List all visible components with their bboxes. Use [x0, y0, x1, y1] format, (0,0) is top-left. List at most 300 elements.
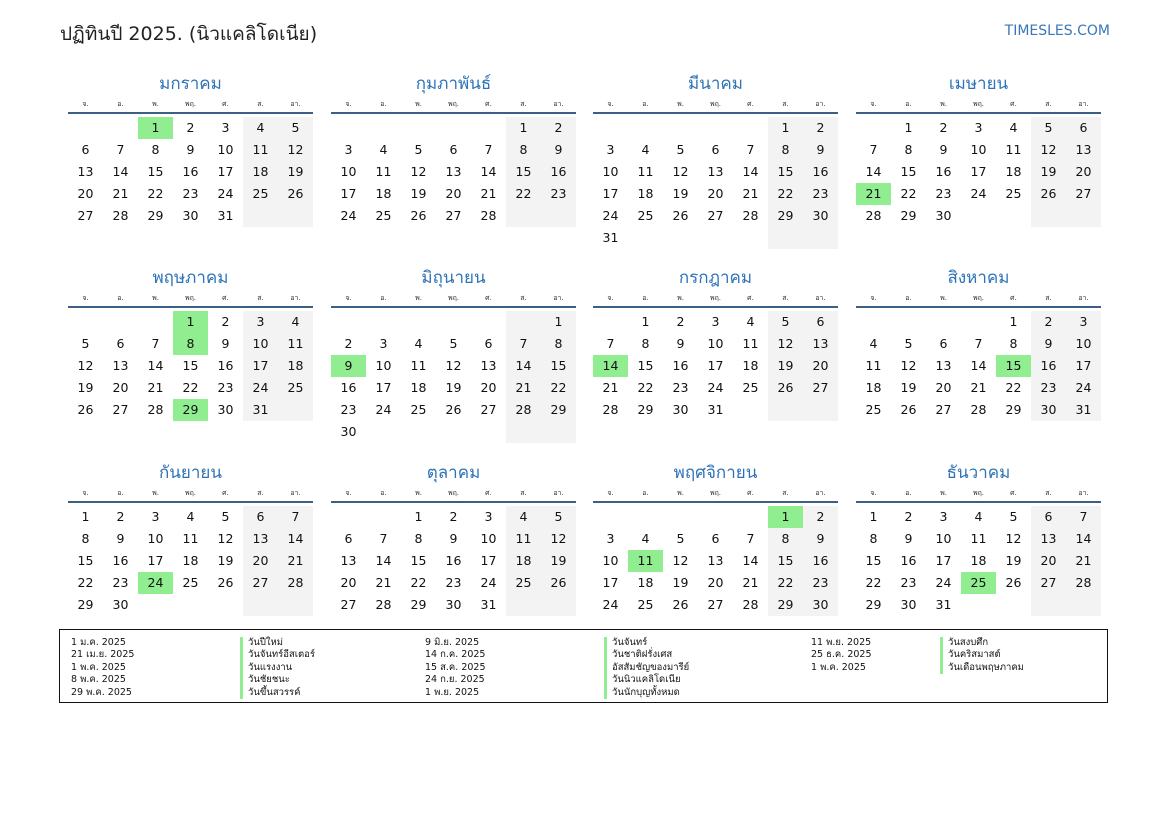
day-cell: 20 — [480, 380, 497, 395]
empty-cell — [1066, 594, 1101, 616]
day-cell: 8 — [1009, 336, 1018, 351]
weekday-label: พ. — [940, 294, 947, 302]
day-cell: 29 — [147, 208, 164, 223]
day-cell: 24 — [375, 402, 392, 417]
day-cell: 9 — [186, 142, 195, 157]
weekday-label: ส. — [1045, 489, 1052, 497]
empty-cell — [541, 421, 576, 443]
day-cell: 4 — [243, 117, 278, 139]
day-cell: 21 — [278, 550, 313, 572]
day-cell: 30 — [340, 424, 357, 439]
weekday-label: พ. — [415, 100, 422, 108]
day-cell: 15 — [768, 550, 803, 572]
weekday-header — [68, 485, 313, 503]
weekday-label: จ. — [345, 294, 352, 302]
day-cell: 14 — [506, 355, 541, 377]
day-cell: 2 — [939, 120, 948, 135]
empty-cell — [173, 594, 208, 616]
day-cell: 16 — [803, 161, 838, 183]
empty-cell — [768, 399, 803, 421]
month-calendar — [856, 461, 1101, 616]
weekday-label: ส. — [520, 294, 527, 302]
empty-cell — [1031, 205, 1066, 227]
month-title: มกราคม — [159, 74, 222, 94]
day-cell: 5 — [449, 336, 458, 351]
weekday-label: พฤ. — [972, 489, 985, 497]
day-cell: 17 — [970, 164, 987, 179]
day-cell: 30 — [1031, 399, 1066, 421]
day-cell: 1 — [869, 509, 878, 524]
empty-cell — [436, 117, 471, 139]
month-calendar — [856, 72, 1101, 227]
weekday-label: ศ. — [485, 100, 492, 108]
empty-cell — [926, 311, 961, 333]
day-cell: 5 — [676, 531, 685, 546]
day-cell: 10 — [602, 553, 619, 568]
day-cell: 18 — [637, 575, 654, 590]
month-title: เมษายน — [948, 74, 1009, 94]
day-cell: 15 — [410, 553, 427, 568]
day-cell: 18 — [375, 186, 392, 201]
weekday-label: พ. — [415, 294, 422, 302]
day-cell: 14 — [593, 355, 628, 377]
day-grid — [593, 117, 838, 249]
day-cell: 3 — [484, 509, 493, 524]
day-cell: 8 — [151, 142, 160, 157]
legend-name-column — [940, 637, 1024, 674]
day-cell: 31 — [1066, 399, 1101, 421]
day-cell: 10 — [707, 336, 724, 351]
day-cell: 22 — [768, 572, 803, 594]
day-cell: 9 — [221, 336, 230, 351]
empty-cell — [331, 311, 366, 333]
legend-date: 1 พ.ย. 2025 — [425, 686, 480, 698]
day-cell: 7 — [116, 142, 125, 157]
day-cell: 2 — [803, 117, 838, 139]
day-cell: 24 — [340, 208, 357, 223]
day-cell: 10 — [480, 531, 497, 546]
day-cell: 26 — [1031, 183, 1066, 205]
day-cell: 21 — [147, 380, 164, 395]
day-cell: 28 — [742, 597, 759, 612]
day-cell: 25 — [637, 208, 654, 223]
day-cell: 2 — [904, 509, 913, 524]
day-cell: 16 — [803, 550, 838, 572]
weekday-header — [856, 290, 1101, 308]
day-cell: 18 — [637, 186, 654, 201]
day-cell: 2 — [676, 314, 685, 329]
day-cell: 11 — [506, 528, 541, 550]
weekday-header — [593, 96, 838, 114]
day-cell: 19 — [77, 380, 94, 395]
day-cell: 31 — [935, 597, 952, 612]
empty-cell — [593, 506, 628, 528]
day-cell: 1 — [173, 311, 208, 333]
day-cell: 29 — [637, 402, 654, 417]
day-cell: 19 — [1031, 161, 1066, 183]
day-cell: 13 — [112, 358, 129, 373]
empty-cell — [996, 594, 1031, 616]
day-cell: 30 — [803, 594, 838, 616]
day-cell: 16 — [672, 358, 689, 373]
day-cell: 31 — [602, 230, 619, 245]
day-cell: 3 — [939, 509, 948, 524]
day-cell: 21 — [742, 575, 759, 590]
day-cell: 12 — [541, 528, 576, 550]
day-cell: 11 — [628, 550, 663, 572]
day-cell: 14 — [147, 358, 164, 373]
day-cell: 17 — [375, 380, 392, 395]
month-calendar — [68, 72, 313, 227]
day-cell: 23 — [445, 575, 462, 590]
empty-cell — [401, 117, 436, 139]
day-grid — [593, 311, 838, 421]
day-cell: 12 — [410, 164, 427, 179]
day-cell: 6 — [484, 336, 493, 351]
day-cell: 9 — [803, 139, 838, 161]
legend-date: 11 พ.ย. 2025 — [811, 637, 872, 648]
day-cell: 5 — [414, 142, 423, 157]
weekday-label: พ. — [677, 100, 684, 108]
weekday-header — [68, 96, 313, 114]
day-cell: 27 — [707, 208, 724, 223]
weekday-label: จ. — [607, 489, 614, 497]
weekday-label: พ. — [152, 100, 159, 108]
weekday-label: ศ. — [1010, 100, 1017, 108]
day-cell: 26 — [900, 402, 917, 417]
day-cell: 4 — [506, 506, 541, 528]
day-cell: 10 — [1066, 333, 1101, 355]
empty-cell — [996, 205, 1031, 227]
weekday-label: ส. — [520, 100, 527, 108]
day-cell: 5 — [541, 506, 576, 528]
day-grid — [68, 506, 313, 616]
day-cell: 2 — [116, 509, 125, 524]
day-grid — [856, 117, 1101, 227]
day-cell: 5 — [1009, 509, 1018, 524]
weekday-label: ส. — [520, 489, 527, 497]
holiday-legend — [59, 629, 1108, 703]
day-cell: 11 — [637, 164, 654, 179]
day-cell: 31 — [707, 402, 724, 417]
day-cell: 19 — [768, 355, 803, 377]
day-cell: 16 — [340, 380, 357, 395]
day-cell: 23 — [541, 183, 576, 205]
day-cell: 5 — [278, 117, 313, 139]
month-title: มีนาคม — [688, 74, 743, 94]
day-cell: 4 — [278, 311, 313, 333]
legend-holiday-name: วันสงบศึก — [940, 637, 1024, 649]
day-grid — [856, 506, 1101, 616]
day-cell: 9 — [803, 528, 838, 550]
empty-cell — [961, 311, 996, 333]
legend-date: 8 พ.ค. 2025 — [71, 674, 126, 686]
day-cell: 2 — [449, 509, 458, 524]
day-cell: 30 — [935, 208, 952, 223]
day-cell: 9 — [1031, 333, 1066, 355]
day-grid — [593, 506, 838, 616]
day-cell: 24 — [138, 572, 173, 594]
month-calendar — [856, 266, 1101, 421]
day-cell: 22 — [506, 183, 541, 205]
day-cell: 1 — [1009, 314, 1018, 329]
day-cell: 10 — [340, 164, 357, 179]
day-cell: 4 — [1009, 120, 1018, 135]
day-cell: 31 — [480, 597, 497, 612]
weekday-label: อ. — [642, 489, 649, 497]
day-cell: 4 — [641, 531, 650, 546]
weekday-label: ศ. — [1010, 294, 1017, 302]
day-cell: 1 — [414, 509, 423, 524]
legend-date: 25 ธ.ค. 2025 — [811, 649, 872, 661]
day-cell: 13 — [77, 164, 94, 179]
day-cell: 28 — [506, 399, 541, 421]
day-cell: 4 — [414, 336, 423, 351]
day-cell: 15 — [637, 358, 654, 373]
day-cell: 8 — [904, 142, 913, 157]
weekday-label: ศ. — [747, 100, 754, 108]
weekday-header — [593, 485, 838, 503]
day-cell: 19 — [672, 186, 689, 201]
day-cell: 10 — [217, 142, 234, 157]
day-cell: 18 — [1005, 164, 1022, 179]
weekday-label: จ. — [345, 100, 352, 108]
day-cell: 3 — [606, 531, 615, 546]
day-cell: 10 — [602, 164, 619, 179]
day-cell: 30 — [672, 402, 689, 417]
day-cell: 15 — [865, 553, 882, 568]
empty-cell — [208, 594, 243, 616]
day-cell: 9 — [939, 142, 948, 157]
day-cell: 18 — [506, 550, 541, 572]
day-cell: 3 — [711, 314, 720, 329]
empty-cell — [436, 421, 471, 443]
day-grid — [856, 311, 1101, 421]
day-cell: 24 — [602, 208, 619, 223]
day-cell: 12 — [1005, 531, 1022, 546]
day-cell: 18 — [243, 161, 278, 183]
day-cell: 29 — [865, 597, 882, 612]
weekday-label: ส. — [1045, 294, 1052, 302]
weekday-label: ส. — [782, 294, 789, 302]
day-cell: 3 — [1066, 311, 1101, 333]
day-cell: 13 — [803, 333, 838, 355]
empty-cell — [803, 399, 838, 421]
site-link[interactable]: TIMESLES.COM — [1004, 23, 1110, 39]
day-cell: 3 — [606, 142, 615, 157]
weekday-label: อา. — [553, 100, 564, 108]
day-cell: 21 — [970, 380, 987, 395]
day-grid — [331, 311, 576, 443]
empty-cell — [506, 594, 541, 616]
month-calendar — [593, 461, 838, 616]
empty-cell — [331, 117, 366, 139]
day-cell: 4 — [379, 142, 388, 157]
weekday-label: จ. — [82, 294, 89, 302]
day-cell: 6 — [1066, 117, 1101, 139]
empty-cell — [768, 227, 803, 249]
day-cell: 25 — [961, 572, 996, 594]
day-cell: 20 — [445, 186, 462, 201]
day-cell: 11 — [375, 164, 392, 179]
day-cell: 26 — [672, 208, 689, 223]
month-title: สิงหาคม — [947, 268, 1010, 288]
day-cell: 17 — [602, 186, 619, 201]
day-cell: 27 — [935, 402, 952, 417]
month-title: กุมภาพันธ์ — [415, 74, 492, 94]
day-cell: 31 — [217, 208, 234, 223]
day-cell: 9 — [676, 336, 685, 351]
day-cell: 20 — [707, 575, 724, 590]
empty-cell — [278, 205, 313, 227]
empty-cell — [471, 311, 506, 333]
day-cell: 15 — [182, 358, 199, 373]
weekday-label: พฤ. — [709, 489, 722, 497]
day-cell: 24 — [243, 377, 278, 399]
day-cell: 30 — [445, 597, 462, 612]
legend-holiday-name: วันขึ้นสวรรค์ — [240, 687, 315, 699]
weekday-label: อ. — [905, 100, 912, 108]
empty-cell — [733, 399, 768, 421]
day-cell: 25 — [375, 208, 392, 223]
empty-cell — [961, 594, 996, 616]
day-cell: 7 — [606, 336, 615, 351]
day-cell: 2 — [1031, 311, 1066, 333]
day-cell: 9 — [904, 531, 913, 546]
day-cell: 25 — [637, 597, 654, 612]
day-cell: 22 — [865, 575, 882, 590]
month-calendar — [331, 72, 576, 227]
day-cell: 7 — [746, 531, 755, 546]
weekday-label: ส. — [782, 489, 789, 497]
day-cell: 19 — [217, 553, 234, 568]
empty-cell — [278, 399, 313, 421]
weekday-label: พ. — [940, 489, 947, 497]
day-cell: 17 — [243, 355, 278, 377]
day-cell: 21 — [375, 575, 392, 590]
day-cell: 24 — [480, 575, 497, 590]
weekday-label: อ. — [642, 294, 649, 302]
empty-cell — [278, 594, 313, 616]
legend-holiday-name: วันนิวแคลิโดเนีย — [604, 674, 689, 686]
day-cell: 30 — [803, 205, 838, 227]
month-title: กันยายน — [158, 463, 222, 483]
legend-date: 9 มิ.ย. 2025 — [425, 637, 480, 648]
empty-cell — [366, 117, 401, 139]
day-cell: 14 — [278, 528, 313, 550]
empty-cell — [593, 117, 628, 139]
legend-holiday-name: วันแรงงาน — [240, 662, 315, 674]
day-cell: 22 — [768, 183, 803, 205]
legend-date: 24 ก.ย. 2025 — [425, 674, 485, 686]
day-cell: 12 — [672, 164, 689, 179]
empty-cell — [541, 205, 576, 227]
day-cell: 4 — [641, 142, 650, 157]
weekday-label: พ. — [415, 489, 422, 497]
weekday-label: ศ. — [222, 294, 229, 302]
day-cell: 23 — [340, 402, 357, 417]
weekday-label: อา. — [553, 489, 564, 497]
day-cell: 9 — [449, 531, 458, 546]
day-cell: 26 — [1005, 575, 1022, 590]
day-cell: 27 — [1031, 572, 1066, 594]
day-cell: 30 — [900, 597, 917, 612]
day-cell: 20 — [112, 380, 129, 395]
day-cell: 20 — [77, 186, 94, 201]
weekday-label: ส. — [1045, 100, 1052, 108]
day-cell: 24 — [1066, 377, 1101, 399]
day-cell: 17 — [602, 575, 619, 590]
day-cell: 28 — [1066, 572, 1101, 594]
day-cell: 6 — [116, 336, 125, 351]
day-cell: 19 — [672, 575, 689, 590]
day-cell: 27 — [112, 402, 129, 417]
empty-cell — [663, 227, 698, 249]
empty-cell — [243, 205, 278, 227]
day-cell: 10 — [970, 142, 987, 157]
day-cell: 22 — [637, 380, 654, 395]
day-cell: 20 — [1066, 161, 1101, 183]
legend-holiday-name: วันจันทร์อีสเตอร์ — [240, 649, 315, 661]
weekday-label: พ. — [677, 294, 684, 302]
day-cell: 22 — [410, 575, 427, 590]
day-cell: 17 — [935, 553, 952, 568]
day-cell: 24 — [602, 597, 619, 612]
day-cell: 10 — [935, 531, 952, 546]
weekday-label: พฤ. — [447, 100, 460, 108]
day-cell: 2 — [186, 120, 195, 135]
weekday-label: ส. — [257, 489, 264, 497]
weekday-header — [593, 290, 838, 308]
day-cell: 16 — [112, 553, 129, 568]
day-cell: 24 — [217, 186, 234, 201]
day-cell: 7 — [869, 142, 878, 157]
month-calendar — [593, 266, 838, 421]
day-grid — [68, 117, 313, 227]
day-cell: 8 — [173, 333, 208, 355]
month-title: มิถุนายน — [421, 268, 486, 288]
day-cell: 1 — [641, 314, 650, 329]
day-grid — [331, 506, 576, 616]
weekday-label: อ. — [905, 294, 912, 302]
day-cell: 31 — [243, 399, 278, 421]
day-cell: 23 — [217, 380, 234, 395]
empty-cell — [436, 311, 471, 333]
day-cell: 6 — [803, 311, 838, 333]
legend-holiday-name: วันเดือนพฤษภาคม — [940, 662, 1024, 674]
empty-cell — [103, 311, 138, 333]
day-cell: 23 — [112, 575, 129, 590]
day-cell: 18 — [970, 553, 987, 568]
day-cell: 8 — [541, 333, 576, 355]
day-cell: 5 — [676, 142, 685, 157]
empty-cell — [628, 227, 663, 249]
day-cell: 6 — [711, 142, 720, 157]
day-cell: 27 — [1066, 183, 1101, 205]
empty-cell — [733, 117, 768, 139]
legend-date: 1 พ.ค. 2025 — [71, 661, 126, 673]
empty-cell — [733, 506, 768, 528]
day-cell: 5 — [768, 311, 803, 333]
month-title: ตุลาคม — [426, 463, 481, 483]
weekday-label: ศ. — [485, 294, 492, 302]
day-cell: 28 — [970, 402, 987, 417]
day-cell: 14 — [112, 164, 129, 179]
day-cell: 22 — [900, 186, 917, 201]
month-calendar — [68, 266, 313, 421]
weekday-header — [856, 96, 1101, 114]
day-cell: 4 — [974, 509, 983, 524]
